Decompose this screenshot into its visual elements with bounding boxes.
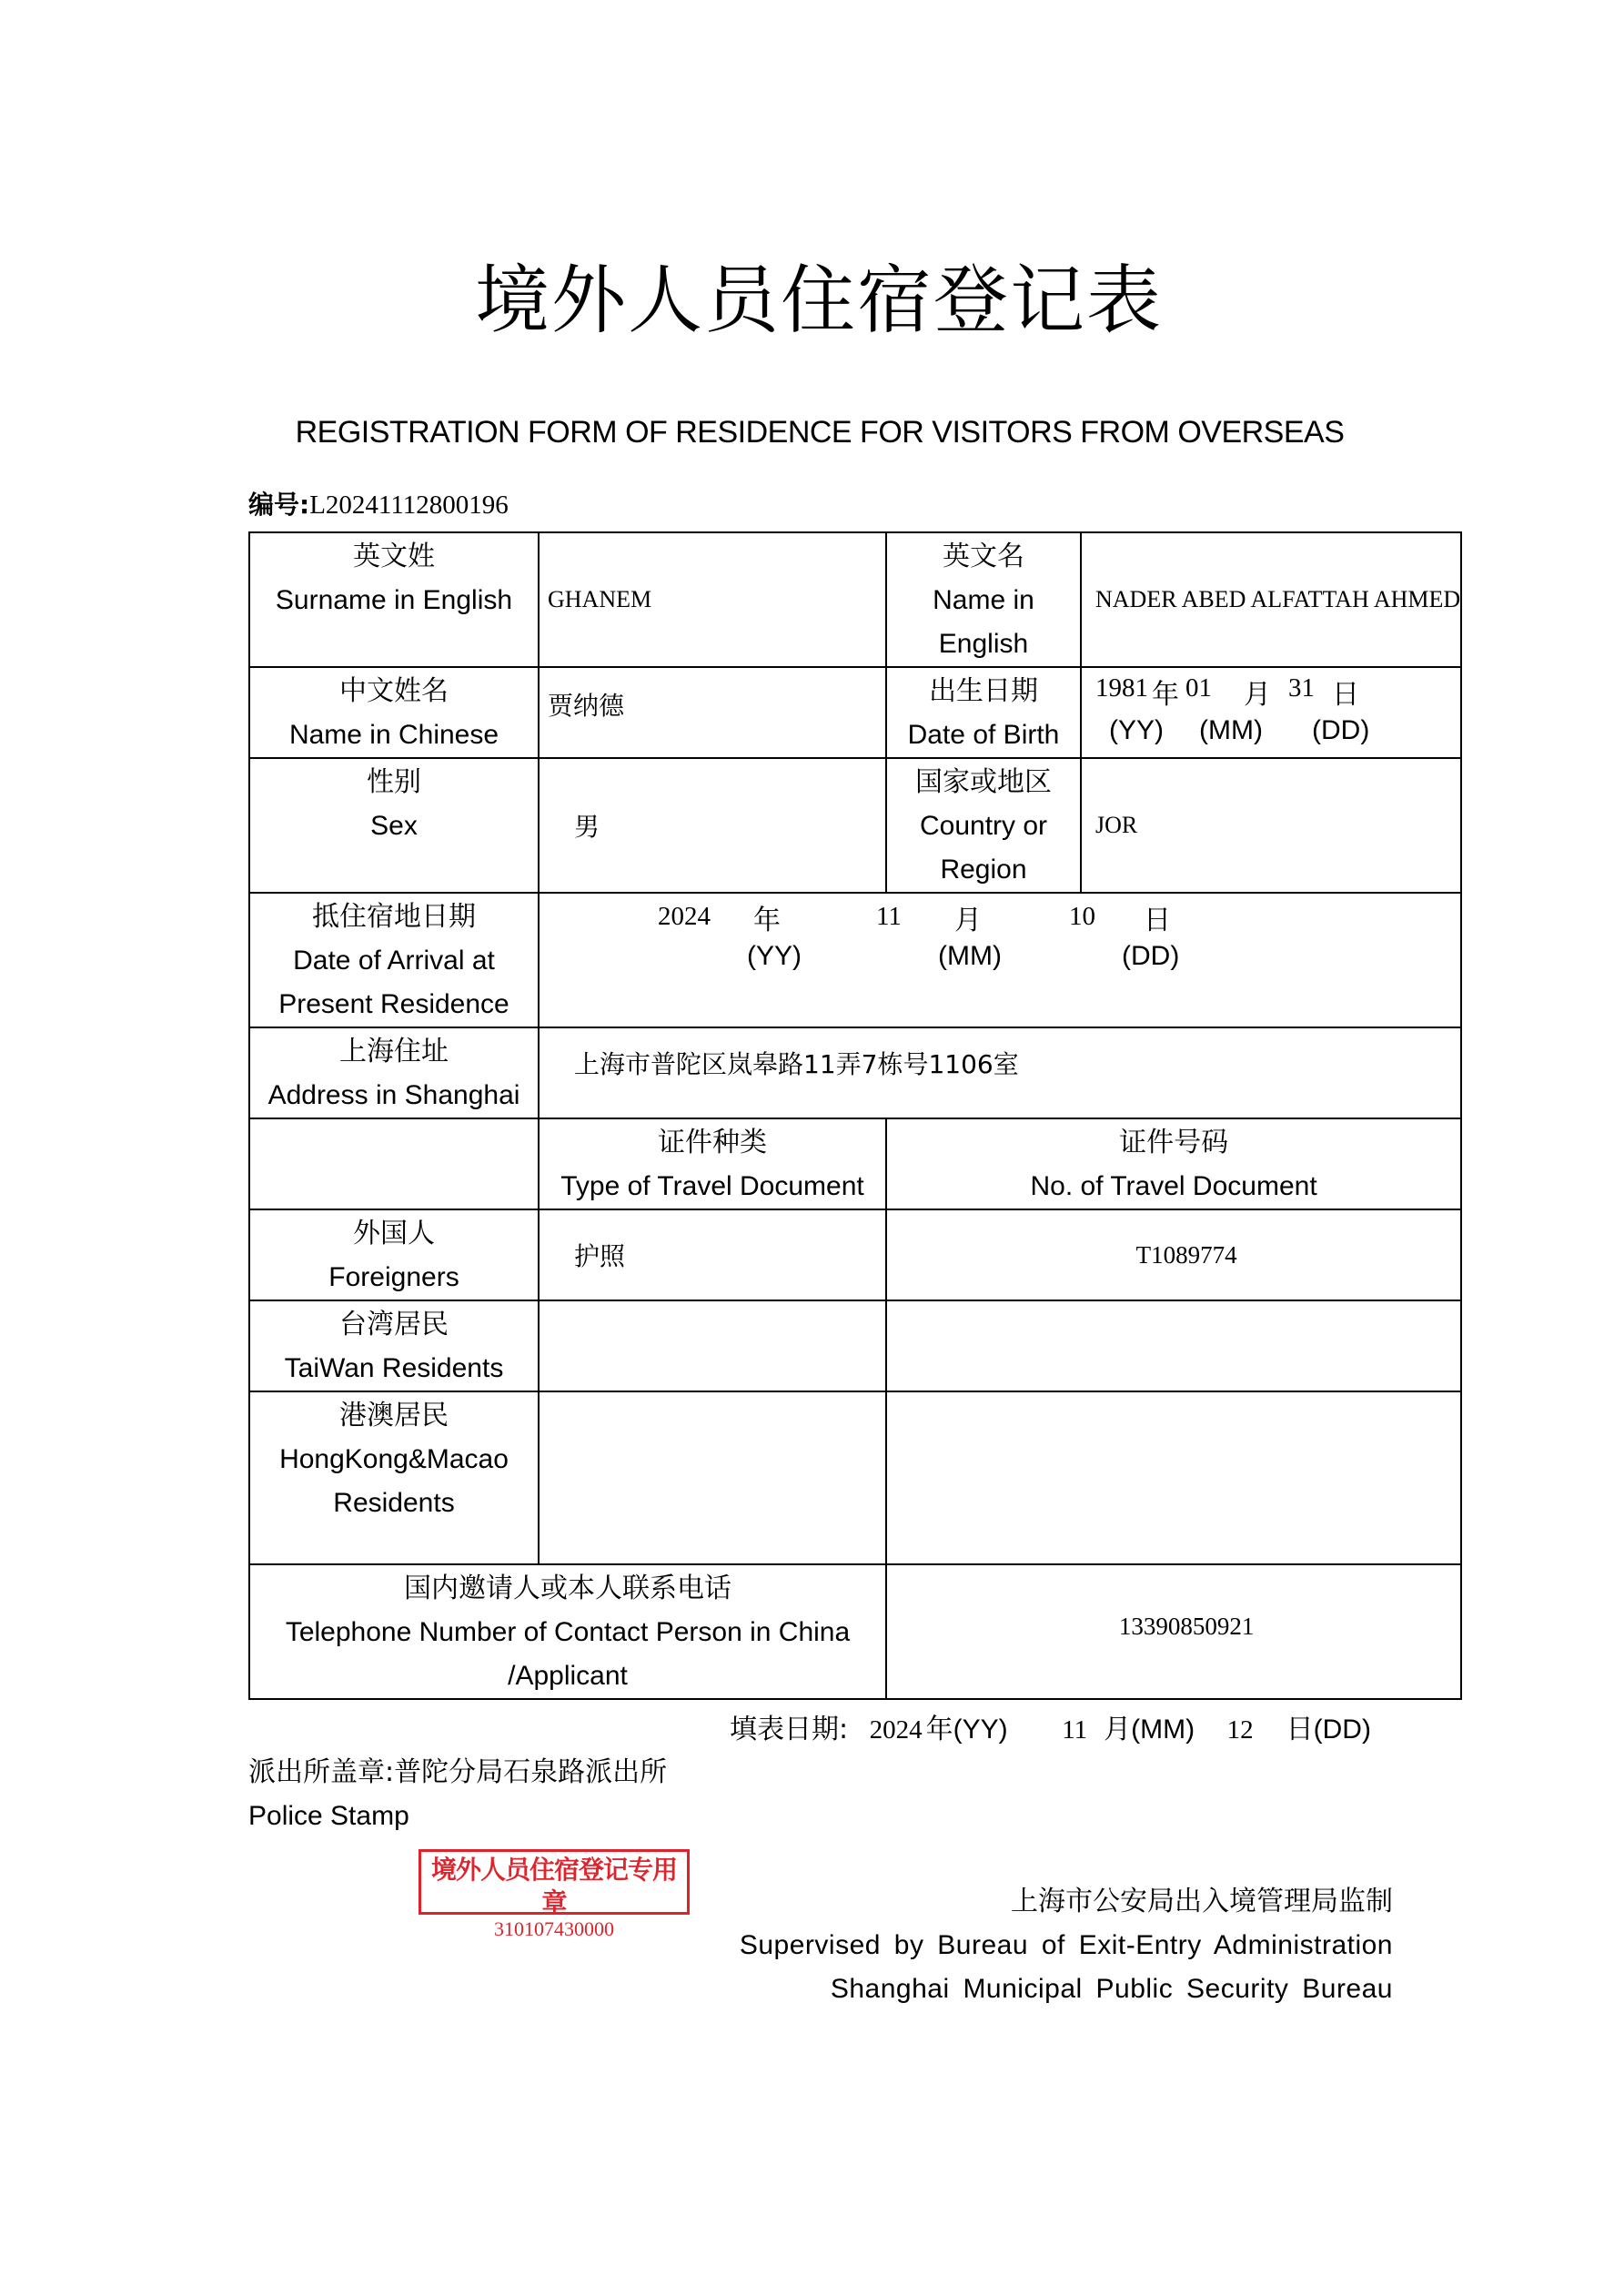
arrival-year-unit: 年 <box>753 905 781 936</box>
arrival-label-cn: 抵住宿地日期 <box>312 901 476 933</box>
registration-stamp <box>419 1849 690 1940</box>
arrival-month-unit: 月 <box>954 905 982 936</box>
fill-date-month: 11 <box>1062 1715 1088 1745</box>
address-label-cn: 上海住址 <box>339 1036 449 1067</box>
chinese-name-value-cell <box>539 667 886 758</box>
foreigners-doc-type: 护照 <box>574 1241 626 1271</box>
foreigners-number-cell <box>886 1209 1461 1300</box>
arrival-label-en-1: Date of Arrival at <box>293 946 495 976</box>
taiwan-label-en: TaiWan Residents <box>284 1353 504 1383</box>
arrival-day: 10 <box>1069 902 1095 931</box>
contact-label-cell <box>249 1564 886 1699</box>
police-label-en: Police Stamp <box>248 1801 409 1831</box>
sex-value-cell <box>539 758 886 893</box>
fill-date <box>730 1706 1371 1746</box>
arrival-yy: (YY) <box>747 941 802 971</box>
doc-number-header-en: No. of Travel Document <box>1030 1171 1317 1201</box>
chinese-name-label-cn: 中文姓名 <box>339 675 449 707</box>
surname-label-cell <box>249 532 539 667</box>
arrival-day-unit: 日 <box>1144 905 1171 936</box>
hkmacao-label-en-2: Residents <box>333 1488 455 1518</box>
hkmacao-label-en-1: HongKong&Macao <box>279 1444 509 1474</box>
supervisor-en-1: Supervised by Bureau of Exit-Entry Administration <box>739 1930 1393 1960</box>
given-name-label-cn: 英文名 <box>943 541 1024 572</box>
address-label-en: Address in Shanghai <box>267 1080 520 1110</box>
birth-label-cn: 出生日期 <box>929 675 1038 707</box>
contact-label-cn: 国内邀请人或本人联系电话 <box>404 1573 731 1604</box>
fill-date-month-unit: 月(MM) <box>1104 1714 1195 1745</box>
country-label-cn: 国家或地区 <box>915 766 1052 798</box>
stamp-title: 境外人员住宿登记专用章 <box>430 1855 677 1917</box>
birth-year-unit: 年 <box>1152 679 1179 711</box>
stamp-code: 310107430000 <box>494 1917 614 1940</box>
birth-month: 01 <box>1185 673 1212 703</box>
fill-date-year: 2024 <box>869 1715 923 1745</box>
serial-number <box>248 485 509 521</box>
doc-type-header-en: Type of Travel Document <box>560 1171 864 1201</box>
row-address <box>249 1027 1461 1118</box>
registration-table <box>248 531 1462 1700</box>
taiwan-label-cn: 台湾居民 <box>339 1309 449 1340</box>
hkmacao-type-cell <box>539 1391 886 1564</box>
taiwan-label-cell <box>249 1300 539 1391</box>
country-label-en-2: Region <box>940 855 1027 885</box>
birth-year: 1981 <box>1095 673 1148 703</box>
birth-day: 31 <box>1288 673 1315 703</box>
taiwan-number-cell <box>886 1300 1461 1391</box>
birth-mm: (MM) <box>1199 715 1263 745</box>
chinese-name-value: 贾纳德 <box>548 691 625 721</box>
address-value: 上海市普陀区岚皋路11弄7栋号1106室 <box>574 1049 1019 1079</box>
hkmacao-label-cell <box>249 1391 539 1564</box>
foreigners-label-en: Foreigners <box>328 1262 459 1292</box>
doc-number-header-cell <box>886 1118 1461 1209</box>
given-name-label-en-2: English <box>938 629 1029 659</box>
arrival-month: 11 <box>876 902 902 931</box>
supervisor-block <box>740 1880 1393 2011</box>
row-hkmacao <box>249 1391 1461 1564</box>
fill-date-year-unit: 年(YY) <box>925 1714 1008 1745</box>
birth-dd: (DD) <box>1312 715 1370 745</box>
police-stamp-section <box>248 1751 667 1838</box>
foreigners-doc-number: T1089774 <box>1135 1240 1237 1269</box>
given-name-value-cell <box>1081 532 1461 667</box>
birth-label-cell <box>886 667 1081 758</box>
row-taiwan <box>249 1300 1461 1391</box>
taiwan-type-cell <box>539 1300 886 1391</box>
birth-month-unit: 月 <box>1244 679 1271 711</box>
country-label-cell <box>886 758 1081 893</box>
contact-value-cell <box>886 1564 1461 1699</box>
contact-label-en-2: /Applicant <box>508 1661 628 1691</box>
foreigners-type-cell <box>539 1209 886 1300</box>
birth-value-cell <box>1081 667 1461 758</box>
fill-date-day: 12 <box>1226 1715 1254 1745</box>
form-title-english: REGISTRATION FORM OF RESIDENCE FOR VISITORS FROM OVERSEAS <box>295 415 1345 450</box>
police-station-name: 普陀分局石泉路派出所 <box>394 1756 668 1788</box>
sex-label-en: Sex <box>370 811 418 841</box>
doc-type-header-cell <box>539 1118 886 1209</box>
address-value-cell <box>539 1027 1461 1118</box>
fill-date-label: 填表日期: <box>730 1714 849 1745</box>
country-label-en-1: Country or <box>919 811 1048 841</box>
sex-label-cell <box>249 758 539 893</box>
chinese-name-label-cell <box>249 667 539 758</box>
given-name-label-cell <box>886 532 1081 667</box>
hkmacao-label-cn: 港澳居民 <box>339 1400 449 1431</box>
country-value: JOR <box>1095 812 1138 838</box>
arrival-year: 2024 <box>658 902 711 931</box>
row-foreigners <box>249 1209 1461 1300</box>
surname-label-cn: 英文姓 <box>353 541 435 572</box>
surname-label-en: Surname in English <box>275 585 513 615</box>
sex-value: 男 <box>574 812 600 842</box>
surname-value-cell <box>539 532 886 667</box>
serial-value: L20241112800196 <box>309 491 509 520</box>
form-title-chinese: 境外人员住宿登记表 <box>474 258 1163 344</box>
surname-value: GHANEM <box>548 586 652 612</box>
serial-label: 编号: <box>248 490 310 520</box>
row-document-header <box>249 1118 1461 1209</box>
row-sex-country <box>249 758 1461 893</box>
arrival-label-cell <box>249 893 539 1027</box>
row-contact <box>249 1564 1461 1699</box>
arrival-mm: (MM) <box>938 941 1002 971</box>
arrival-label-en-2: Present Residence <box>278 989 509 1019</box>
supervisor-en-2: Shanghai Municipal Public Security Bureau <box>830 1974 1393 2004</box>
contact-label-en-1: Telephone Number of Contact Person in China <box>285 1617 851 1647</box>
document-header-blank <box>249 1118 539 1209</box>
hkmacao-number-cell <box>886 1391 1461 1564</box>
supervisor-cn: 上海市公安局出入境管理局监制 <box>1011 1886 1393 1917</box>
row-arrival <box>249 893 1461 1027</box>
country-value-cell <box>1081 758 1461 893</box>
sex-label-cn: 性别 <box>367 766 421 798</box>
doc-number-header-cn: 证件号码 <box>1119 1127 1229 1158</box>
contact-phone: 13390850921 <box>1118 1612 1255 1640</box>
arrival-dd: (DD) <box>1122 941 1180 971</box>
foreigners-label-cell <box>249 1209 539 1300</box>
birth-label-en: Date of Birth <box>907 720 1060 750</box>
birth-day-unit: 日 <box>1332 679 1359 711</box>
row-chinese-name <box>249 667 1461 758</box>
birth-yy: (YY) <box>1109 715 1164 745</box>
given-name-label-en-1: Name in <box>933 585 1034 615</box>
given-name-value: NADER ABED ALFATTAH AHMED <box>1095 586 1461 612</box>
foreigners-label-cn: 外国人 <box>353 1218 435 1249</box>
address-label-cell <box>249 1027 539 1118</box>
fill-date-day-unit: 日(DD) <box>1286 1714 1371 1745</box>
police-label-cn: 派出所盖章: <box>248 1756 395 1788</box>
chinese-name-label-en: Name in Chinese <box>288 720 499 750</box>
row-english-name <box>249 532 1461 667</box>
doc-type-header-cn: 证件种类 <box>658 1127 767 1158</box>
arrival-value-cell <box>539 893 1461 1027</box>
